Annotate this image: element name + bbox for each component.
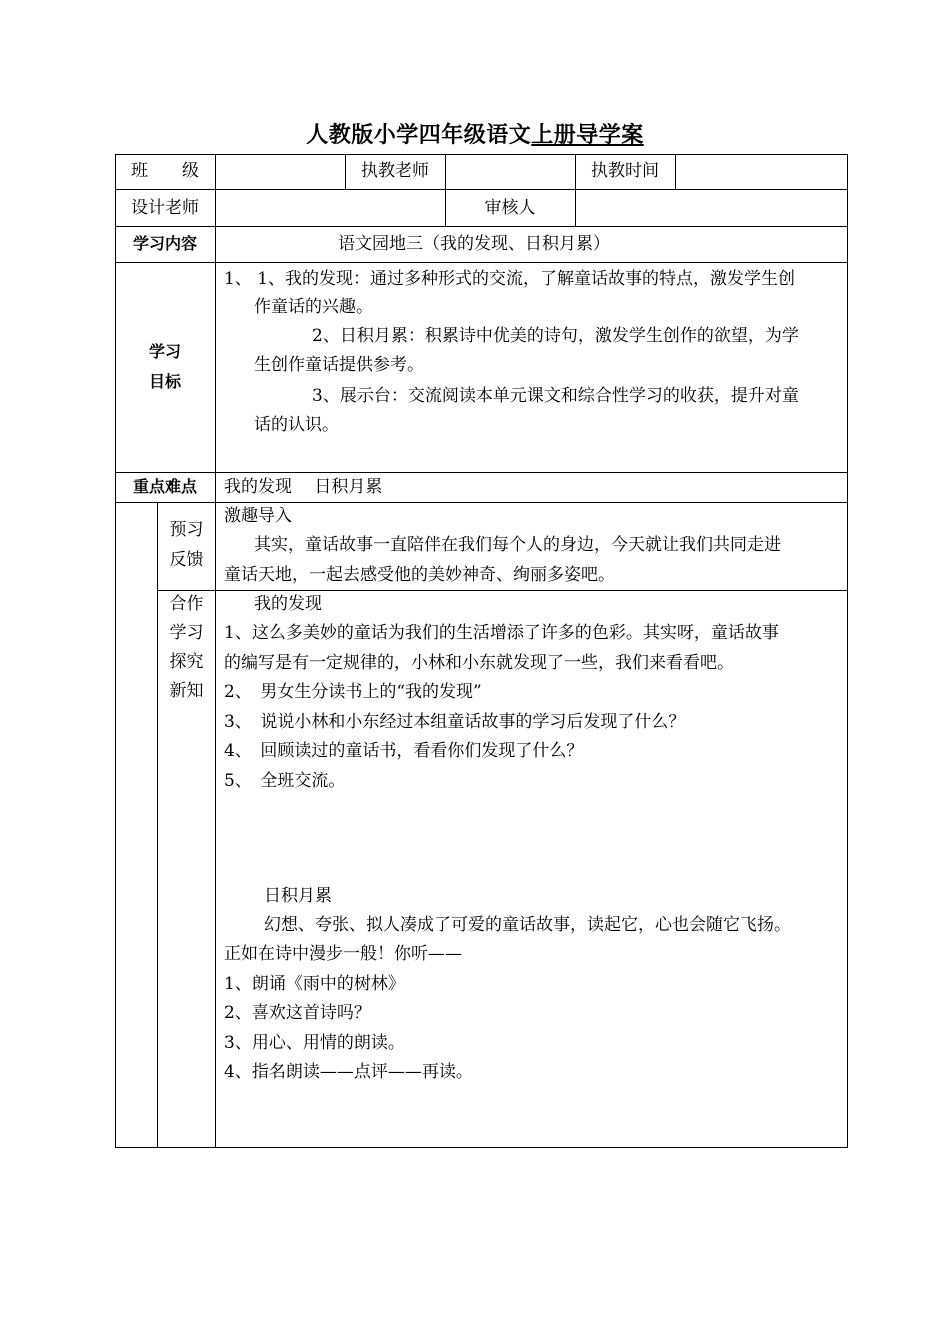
objectives-label-1: 学习 <box>148 342 181 361</box>
content-value: 语文园地三（我的发现、日积月累） <box>338 234 610 254</box>
objective-line: 3、展示台：交流阅读本单元课文和综合性学习的收获，提升对童 <box>312 386 799 406</box>
accumulation-line: 2、喜欢这首诗吗？ <box>224 1003 371 1023</box>
preview-line: 童话天地，一起去感受他的美妙神奇、绚丽多姿吧。 <box>224 565 615 585</box>
page-title <box>0 118 950 149</box>
title-main: 人教版小学四年级语文 <box>306 123 532 148</box>
explore-label-4: 新知 <box>169 681 204 701</box>
discovery-line: 2、 男女生分读书上的“我的发现” <box>224 682 482 702</box>
discovery-line: 5、 全班交流。 <box>224 771 346 791</box>
explore-label <box>158 590 215 706</box>
discovery-line: 3、 说说小林和小东经过本组童话故事的学习后发现了什么？ <box>224 712 686 732</box>
keypoints-label: 重点难点 <box>132 477 197 496</box>
title-underlined: 上册导学案 <box>531 123 644 148</box>
objective-line: 1、 1、我的发现：通过多种形式的交流，了解童话故事的特点，激发学生创 <box>224 269 796 289</box>
accumulation-line: 4、指名朗读——点评——再读。 <box>224 1062 473 1082</box>
objective-line: 话的认识。 <box>254 415 339 435</box>
preview-label <box>158 515 215 575</box>
objective-line: 作童话的兴趣。 <box>254 297 373 317</box>
objective-line: 2、日积月累：积累诗中优美的诗句，激发学生创作的欲望，为学 <box>312 326 799 346</box>
objectives-label <box>115 337 215 397</box>
discovery-line: 我的发现 <box>254 594 322 614</box>
explore-label-2: 学习 <box>169 623 204 643</box>
discovery-line: 1、这么多美妙的童话为我们的生活增添了许多的色彩。其实呀，童话故事 <box>224 623 779 643</box>
objectives-label-2: 目标 <box>148 372 181 391</box>
preview-line: 激趣导入 <box>224 506 292 526</box>
explore-label-1: 合作 <box>169 594 204 614</box>
reviewer-label: 审核人 <box>484 198 536 218</box>
preview-label-1: 预习 <box>169 520 204 540</box>
class-label: 班 级 <box>131 161 199 181</box>
accumulation-line: 日积月累 <box>264 886 332 906</box>
discovery-line: 的编写是有一定规律的，小林和小东就发现了一些，我们来看看吧。 <box>224 653 734 673</box>
designer-label: 设计老师 <box>131 198 199 218</box>
preview-label-2: 反馈 <box>169 550 204 570</box>
accumulation-line: 幻想、夸张、拟人凑成了可爱的童话故事，读起它，心也会随它飞扬。 <box>264 915 791 935</box>
accumulation-line: 正如在诗中漫步一般！你听—— <box>224 944 462 964</box>
discovery-line: 4、 回顾读过的童话书，看看你们发现了什么？ <box>224 741 584 761</box>
explore-label-3: 探究 <box>169 652 204 672</box>
content-label: 学习内容 <box>132 234 197 253</box>
time-label: 执教时间 <box>591 161 659 181</box>
keypoints-value: 我的发现 日积月累 <box>224 477 383 497</box>
accumulation-line: 3、用心、用情的朗读。 <box>224 1033 405 1053</box>
teacher-label: 执教老师 <box>361 161 429 181</box>
preview-line: 其实，童话故事一直陪伴在我们每个人的身边，今天就让我们共同走进 <box>254 535 781 555</box>
accumulation-line: 1、朗诵《雨中的树林》 <box>224 974 405 994</box>
objective-line: 生创作童话提供参考。 <box>254 355 424 375</box>
